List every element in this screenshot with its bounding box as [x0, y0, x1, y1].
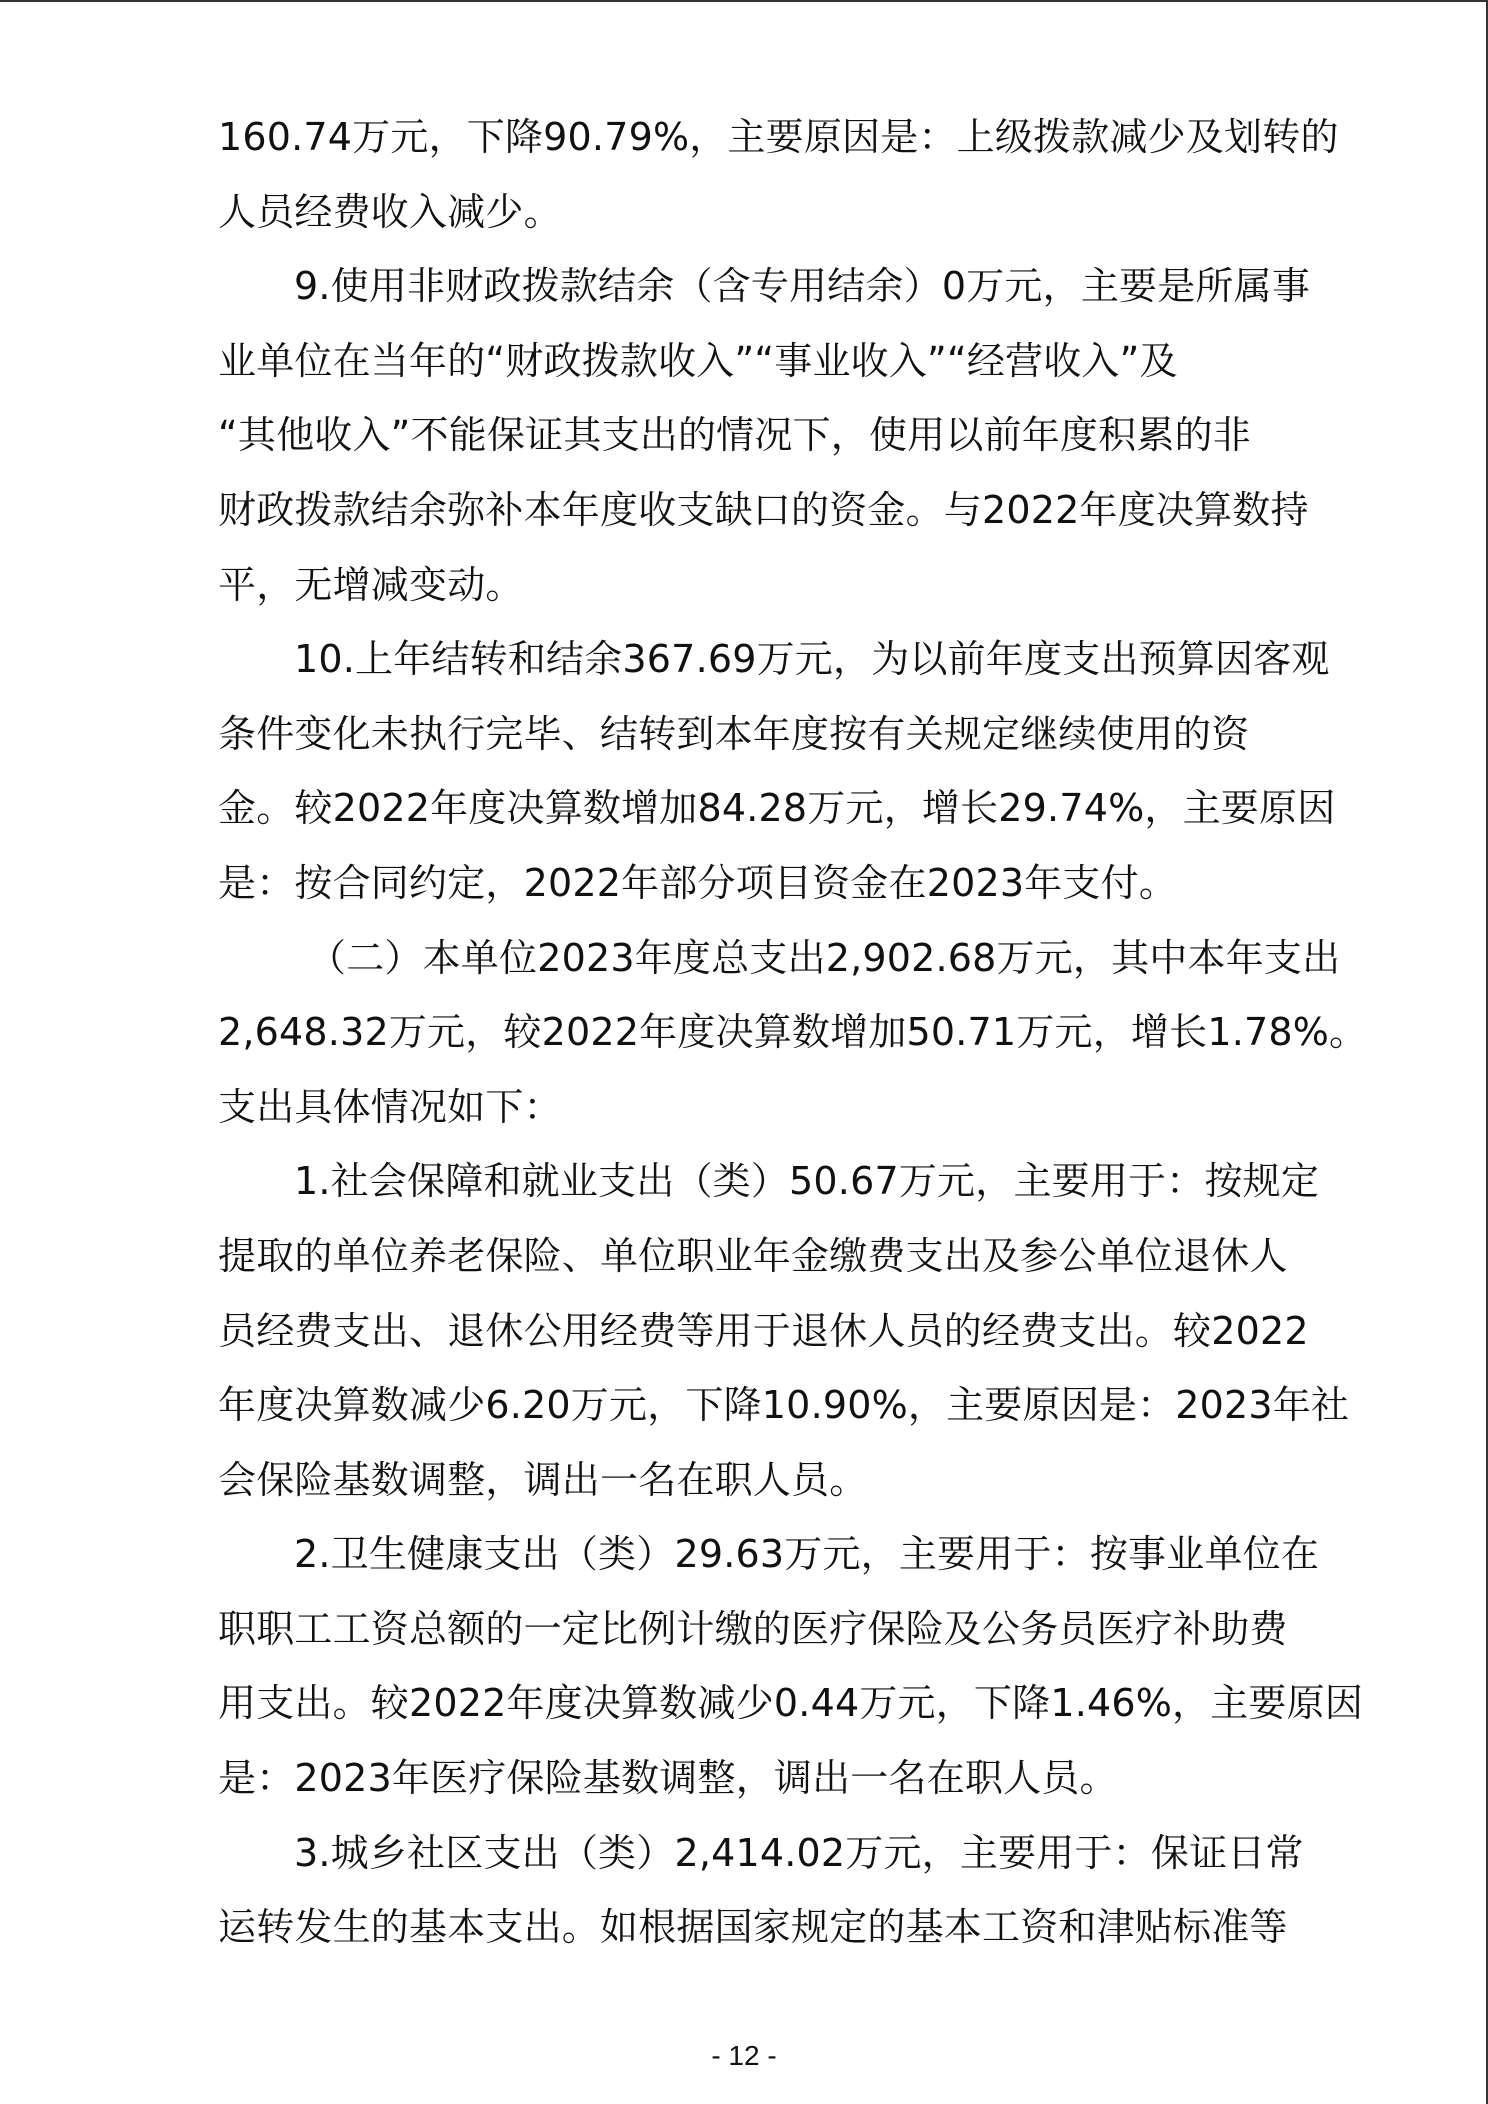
- text-line: 支出具体情况如下：: [218, 1084, 562, 1129]
- text-line: 平，无增减变动。: [218, 562, 524, 607]
- text-line: 3.城乡社区支出（类）2,414.02万元，主要用于：保证日常: [294, 1830, 1304, 1875]
- text-line: “其他收入”不能保证其支出的情况下，使用以前年度积累的非: [218, 413, 1251, 458]
- text-line: 1.社会保障和就业支出（类）50.67万元，主要用于：按规定: [294, 1159, 1320, 1204]
- text-line: 是：2023年医疗保险基数调整，调出一名在职人员。: [218, 1756, 1118, 1801]
- text-line: 提取的单位养老保险、单位职业年金缴费支出及参公单位退休人: [218, 1233, 1288, 1278]
- text-line: 会保险基数调整，调出一名在职人员。: [218, 1457, 868, 1502]
- text-line: 运转发生的基本支出。如根据国家规定的基本工资和津贴标准等: [218, 1905, 1288, 1950]
- text-line: 160.74万元，下降90.79%，主要原因是：上级拨款减少及划转的: [218, 115, 1339, 159]
- text-line: 人员经费收入减少。: [218, 189, 562, 234]
- text-line: 用支出。较2022年度决算数减少0.44万元，下降1.46%，主要原因: [218, 1681, 1364, 1726]
- text-line: （二）本单位2023年度总支出2,902.68万元，其中本年支出: [308, 935, 1341, 980]
- text-line: 2,648.32万元，较2022年度决算数增加50.71万元，增长1.78%。: [218, 1010, 1368, 1055]
- text-line: 2.卫生健康支出（类）29.63万元，主要用于：按事业单位在: [294, 1532, 1320, 1577]
- text-line: 职职工工资总额的一定比例计缴的医疗保险及公务员医疗补助费: [218, 1606, 1288, 1651]
- text-line: 10.上年结转和结余367.69万元，为以前年度支出预算因客观: [294, 637, 1330, 682]
- text-line: 条件变化未执行完毕、结转到本年度按有关规定继续使用的资: [218, 711, 1250, 756]
- text-line: 财政拨款结余弥补本年度收支缺口的资金。与2022年度决算数持: [218, 487, 1309, 532]
- text-line: 9.使用非财政拨款结余（含专用结余）0万元，主要是所属事: [294, 264, 1311, 309]
- page-number: - 12 -: [711, 2040, 777, 2071]
- text-line: 业单位在当年的“财政拨款收入”“事业收入”“经营收入”及: [218, 338, 1178, 383]
- text-line: 金。较2022年度决算数增加84.28万元，增长29.74%，主要原因: [218, 786, 1336, 831]
- text-line: 员经费支出、退休公用经费等用于退休人员的经费支出。较2022: [218, 1308, 1309, 1353]
- text-line: 是：按合同约定，2022年部分项目资金在2023年支付。: [218, 860, 1178, 905]
- document-body: [218, 100, 1368, 1965]
- text-line: 年度决算数减少6.20万元，下降10.90%，主要原因是：2023年社: [218, 1383, 1350, 1428]
